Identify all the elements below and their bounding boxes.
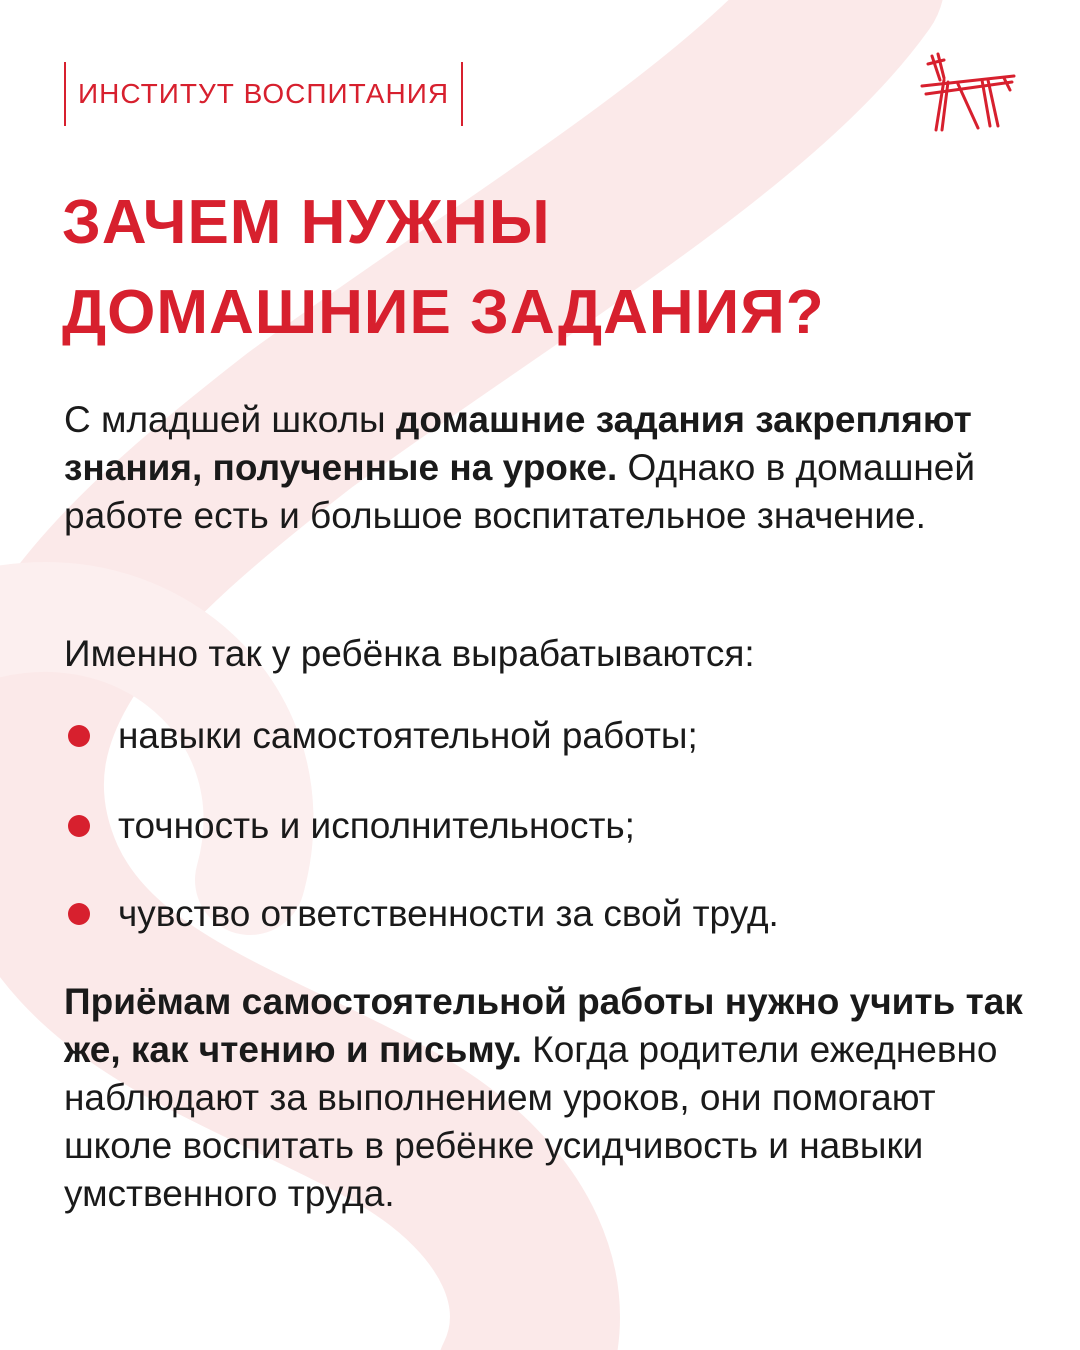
bullet-dot-icon [68,815,90,837]
list-item-text: точность и исполнительность; [118,805,635,846]
intro-text-before: С младшей школы [64,399,396,440]
brand-name: ИНСТИТУТ ВОСПИТАНИЯ [78,78,450,109]
list-item-text: навыки самостоятельной работы; [118,715,698,756]
closing-bold-text: Приёмам самостоятельной работы нужно учить так же, как чтению и письму. [64,981,1023,1070]
intro-bold-text: домашние задания закрепляют знания, полученные на уроке. [64,399,972,488]
title-line-1: ЗАЧЕМ НУЖНЫ [62,188,551,257]
list-item [64,890,779,938]
list-item [64,802,635,850]
closing-paragraph [64,978,1024,1218]
title-line-2: ДОМАШНИЕ ЗАДАНИЯ? [62,278,825,347]
list-item [64,712,698,760]
page-title [62,178,1022,358]
closing-text-after: Когда родители ежедневно наблюдают за выполнением уроков, они помогают школе воспитать в ребёнке усидчивость и навыки умственного труда. [64,1029,998,1214]
intro-paragraph [64,396,1024,540]
bullet-dot-icon [68,903,90,925]
bullet-dot-icon [68,725,90,747]
list-item-text: чувство ответственности за свой труд. [118,893,779,934]
lead-text: Именно так у ребёнка вырабатываются: [64,633,755,674]
brand-wordmark [64,62,463,126]
intro-text-after: Однако в домашней работе есть и большое воспитательное значение. [64,447,976,536]
stylized-horse-logo-icon [918,50,1020,134]
